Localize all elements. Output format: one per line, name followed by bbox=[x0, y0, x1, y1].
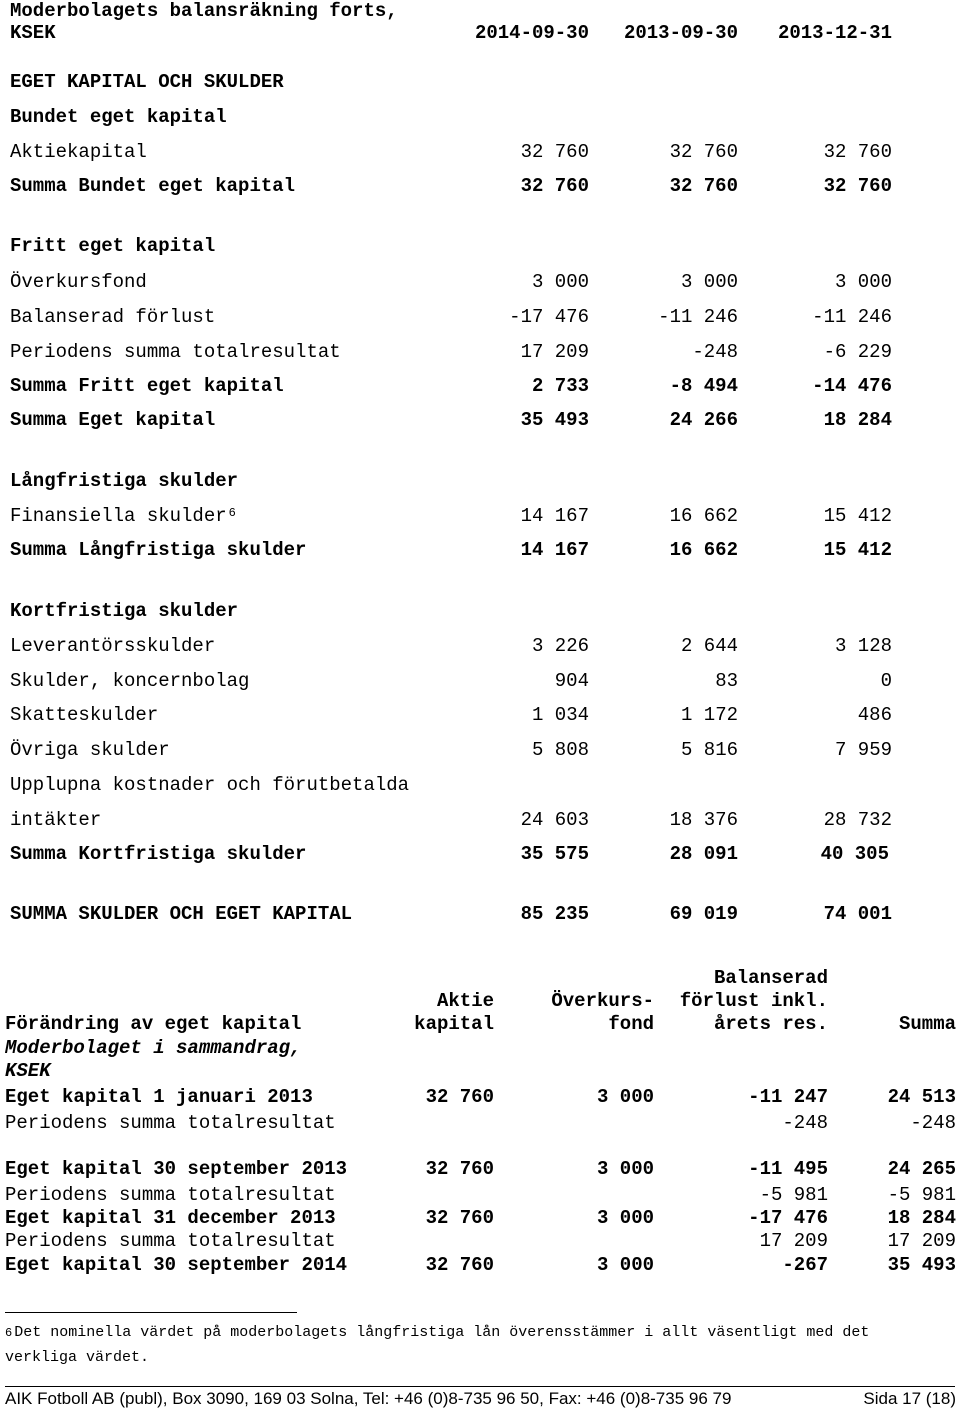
row-label: Eget kapital 1 januari 2013 bbox=[5, 1086, 313, 1108]
row-label: Summa Eget kapital bbox=[10, 409, 216, 431]
col-header-balanserad-3: årets res. bbox=[713, 1013, 828, 1035]
row-value-aktie: 32 760 bbox=[425, 1086, 494, 1108]
table-row bbox=[0, 341, 960, 363]
row-value-2: 16 662 bbox=[669, 539, 738, 561]
page-title: Moderbolagets balansräkning forts, bbox=[10, 0, 398, 22]
row-value-3: 32 760 bbox=[823, 175, 892, 197]
table-row bbox=[0, 809, 960, 831]
row-value-balanserad: 17 209 bbox=[759, 1230, 828, 1252]
row-value-overkurs: 3 000 bbox=[596, 1158, 654, 1180]
table-row bbox=[0, 739, 960, 761]
row-value-summa: 35 493 bbox=[887, 1254, 956, 1276]
row-label: Periodens summa totalresultat bbox=[5, 1112, 336, 1134]
equity-unit-text: KSEK bbox=[5, 1060, 51, 1082]
section-heading-label: EGET KAPITAL OCH SKULDER bbox=[10, 71, 284, 93]
grand-total-row bbox=[0, 903, 960, 925]
row-label: Periodens summa totalresultat bbox=[10, 341, 341, 363]
row-value-2: -248 bbox=[692, 341, 738, 363]
row-value-overkurs: 3 000 bbox=[596, 1207, 654, 1229]
table-row bbox=[0, 670, 960, 692]
row-value-3: 28 732 bbox=[823, 809, 892, 831]
row-value-2: 83 bbox=[715, 670, 738, 692]
row-value-balanserad: -5 981 bbox=[759, 1184, 828, 1206]
footnote-number: 6 bbox=[5, 1326, 13, 1340]
row-value-summa: 24 265 bbox=[887, 1158, 956, 1180]
row-value-summa: 18 284 bbox=[887, 1207, 956, 1229]
table-row bbox=[0, 141, 960, 163]
subsection-heading bbox=[0, 106, 960, 128]
subsection-heading bbox=[0, 600, 960, 622]
footnote-separator bbox=[5, 1312, 297, 1313]
table-row bbox=[0, 704, 960, 726]
col-header-overkurs-1: Överkurs- bbox=[551, 990, 654, 1012]
subsection-heading-label: Bundet eget kapital bbox=[10, 106, 227, 128]
row-label: Aktiekapital bbox=[10, 141, 147, 163]
row-value-3: 0 bbox=[880, 670, 892, 692]
row-value-summa: 17 209 bbox=[887, 1230, 956, 1252]
equity-header-line-3 bbox=[0, 1013, 960, 1035]
row-value-2: 5 816 bbox=[680, 739, 738, 761]
column-header-2: 2013-09-30 bbox=[623, 22, 738, 44]
row-label: Eget kapital 30 september 2013 bbox=[5, 1158, 348, 1180]
row-label: Skulder, koncernbolag bbox=[10, 670, 250, 692]
row-value-aktie: 32 760 bbox=[425, 1254, 494, 1276]
row-value-aktie: 32 760 bbox=[425, 1207, 494, 1229]
row-label-text: Finansiella skulder bbox=[10, 505, 227, 527]
row-value-3: -14 476 bbox=[812, 375, 892, 397]
row-label bbox=[10, 505, 236, 527]
row-label: Skatteskulder bbox=[10, 704, 159, 726]
column-header-3: 2013-12-31 bbox=[777, 22, 892, 44]
table-row bbox=[0, 1207, 960, 1229]
section-heading bbox=[0, 71, 960, 93]
subsection-heading-label: Fritt eget kapital bbox=[10, 235, 216, 257]
row-value-3: 74 001 bbox=[823, 903, 892, 925]
table-row bbox=[0, 1158, 960, 1180]
row-value-3: -6 229 bbox=[823, 341, 892, 363]
row-value-1: -17 476 bbox=[509, 306, 589, 328]
col-header-balanserad-1: Balanserad bbox=[713, 967, 828, 989]
subsection-heading bbox=[0, 470, 960, 492]
row-label: Eget kapital 30 september 2014 bbox=[5, 1254, 348, 1276]
row-label: Periodens summa totalresultat bbox=[5, 1184, 336, 1206]
row-value-2: 2 644 bbox=[680, 635, 738, 657]
row-label: Summa Långfristiga skulder bbox=[10, 539, 307, 561]
row-value-overkurs: 3 000 bbox=[596, 1254, 654, 1276]
row-value-3: 3 000 bbox=[834, 271, 892, 293]
table-row bbox=[0, 1086, 960, 1108]
col-header-summa: Summa bbox=[898, 1013, 956, 1035]
subsection-heading bbox=[0, 235, 960, 257]
row-value-3: 18 284 bbox=[823, 409, 892, 431]
total-row bbox=[0, 375, 960, 397]
row-value-1: 3 000 bbox=[531, 271, 589, 293]
table-row-label-continued bbox=[0, 774, 960, 796]
row-value-1: 2 733 bbox=[531, 375, 589, 397]
equity-title: Förändring av eget kapital bbox=[5, 1013, 302, 1035]
row-value-3: 486 bbox=[857, 704, 892, 726]
row-label: Summa Kortfristiga skulder bbox=[10, 843, 307, 865]
equity-subtitle-text: Moderbolaget i sammandrag, bbox=[5, 1037, 302, 1059]
row-label: SUMMA SKULDER OCH EGET KAPITAL bbox=[10, 903, 353, 925]
row-value-1: 32 760 bbox=[520, 141, 589, 163]
row-label: intäkter bbox=[10, 809, 102, 831]
column-header-row bbox=[0, 22, 960, 44]
row-value-1: 35 493 bbox=[520, 409, 589, 431]
table-row bbox=[0, 1112, 960, 1134]
row-value-1: 17 209 bbox=[520, 341, 589, 363]
total-row bbox=[0, 409, 960, 431]
row-value-balanserad: -17 476 bbox=[748, 1207, 828, 1229]
equity-header-line-2 bbox=[0, 990, 960, 1012]
row-label: Överkursfond bbox=[10, 271, 147, 293]
subsection-heading-label: Kortfristiga skulder bbox=[10, 600, 239, 622]
row-value-3: 15 412 bbox=[823, 505, 892, 527]
footnote-line-2: verkliga värdet. bbox=[5, 1349, 150, 1366]
total-row bbox=[0, 175, 960, 197]
row-value-balanserad: -11 247 bbox=[748, 1086, 828, 1108]
row-value-2: 32 760 bbox=[669, 141, 738, 163]
row-value-1: 904 bbox=[554, 670, 589, 692]
equity-subtitle bbox=[0, 1037, 960, 1059]
row-value-1: 14 167 bbox=[520, 505, 589, 527]
row-value-2: 1 172 bbox=[680, 704, 738, 726]
row-label: Eget kapital 31 december 2013 bbox=[5, 1207, 336, 1229]
col-header-balanserad-2: förlust inkl. bbox=[679, 990, 828, 1012]
row-label: Periodens summa totalresultat bbox=[5, 1230, 336, 1252]
row-value-3: -11 246 bbox=[812, 306, 892, 328]
row-value-1: 32 760 bbox=[520, 175, 589, 197]
row-value-3: 40 305 bbox=[820, 843, 889, 865]
row-value-2: 18 376 bbox=[669, 809, 738, 831]
unit-label: KSEK bbox=[10, 22, 56, 44]
footnote-text-line-1: Det nominella värdet på moderbolagets långfristiga lån överensstämmer i allt väsentligt med det bbox=[14, 1324, 870, 1341]
row-label: Övriga skulder bbox=[10, 739, 170, 761]
footnote bbox=[5, 1324, 869, 1342]
row-value-2: -8 494 bbox=[669, 375, 738, 397]
row-value-3: 32 760 bbox=[823, 141, 892, 163]
row-label: Summa Fritt eget kapital bbox=[10, 375, 284, 397]
total-row bbox=[0, 539, 960, 561]
total-row bbox=[0, 843, 960, 865]
row-value-3: 3 128 bbox=[834, 635, 892, 657]
table-row bbox=[0, 1184, 960, 1206]
row-value-2: 28 091 bbox=[669, 843, 738, 865]
row-value-1: 24 603 bbox=[520, 809, 589, 831]
row-label: Summa Bundet eget kapital bbox=[10, 175, 296, 197]
column-header-1: 2014-09-30 bbox=[474, 22, 589, 44]
row-value-2: 16 662 bbox=[669, 505, 738, 527]
row-value-1: 1 034 bbox=[531, 704, 589, 726]
equity-unit bbox=[0, 1060, 960, 1082]
row-value-2: 69 019 bbox=[669, 903, 738, 925]
row-value-2: -11 246 bbox=[658, 306, 738, 328]
row-value-summa: 24 513 bbox=[887, 1086, 956, 1108]
row-label: Balanserad förlust bbox=[10, 306, 216, 328]
footer-separator bbox=[5, 1386, 955, 1387]
row-value-aktie: 32 760 bbox=[425, 1158, 494, 1180]
col-header-aktie-1: Aktie bbox=[436, 990, 494, 1012]
row-value-1: 14 167 bbox=[520, 539, 589, 561]
col-header-overkurs-2: fond bbox=[608, 1013, 654, 1035]
row-value-1: 85 235 bbox=[520, 903, 589, 925]
table-row bbox=[0, 1230, 960, 1252]
row-value-3: 7 959 bbox=[834, 739, 892, 761]
row-value-2: 3 000 bbox=[680, 271, 738, 293]
row-value-3: 15 412 bbox=[823, 539, 892, 561]
row-value-2: 24 266 bbox=[669, 409, 738, 431]
subsection-heading-label: Långfristiga skulder bbox=[10, 470, 239, 492]
row-label: Leverantörsskulder bbox=[10, 635, 216, 657]
table-row bbox=[0, 505, 960, 527]
footnote-marker: 6 bbox=[228, 506, 236, 520]
row-label: Upplupna kostnader och förutbetalda bbox=[10, 774, 410, 796]
row-value-1: 3 226 bbox=[531, 635, 589, 657]
row-value-overkurs: 3 000 bbox=[596, 1086, 654, 1108]
page-number: Sida 17 (18) bbox=[863, 1389, 956, 1408]
row-value-1: 35 575 bbox=[520, 843, 589, 865]
col-header-aktie-2: kapital bbox=[414, 1013, 494, 1035]
table-row bbox=[0, 635, 960, 657]
row-value-2: 32 760 bbox=[669, 175, 738, 197]
table-row bbox=[0, 306, 960, 328]
row-value-1: 5 808 bbox=[531, 739, 589, 761]
row-value-balanserad: -11 495 bbox=[748, 1158, 828, 1180]
row-value-summa: -5 981 bbox=[887, 1184, 956, 1206]
row-value-summa: -248 bbox=[910, 1112, 956, 1134]
table-row bbox=[0, 1254, 960, 1276]
footer-contact: AIK Fotboll AB (publ), Box 3090, 169 03 Solna, Tel: +46 (0)8-735 96 50, Fax: +46 (0)8-735 96 79 bbox=[5, 1389, 732, 1408]
equity-header-line-1 bbox=[0, 967, 960, 989]
table-row bbox=[0, 271, 960, 293]
row-value-balanserad: -267 bbox=[782, 1254, 828, 1276]
row-value-balanserad: -248 bbox=[782, 1112, 828, 1134]
